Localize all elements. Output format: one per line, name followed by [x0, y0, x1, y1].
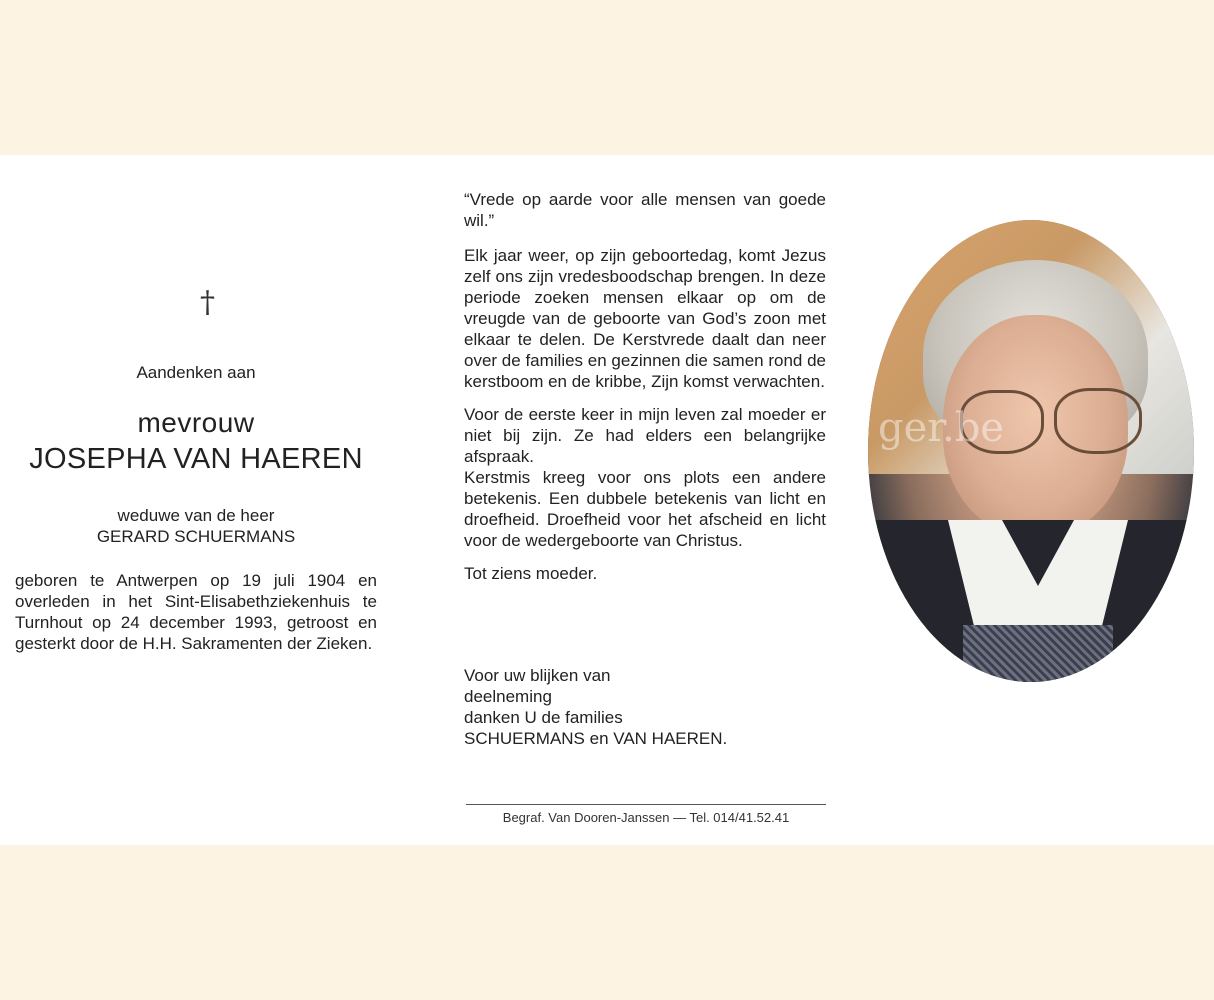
thanks-line: Voor uw blijken van [464, 666, 611, 685]
portrait-photo [868, 220, 1194, 682]
widow-of [15, 505, 377, 547]
thanks-line: deelneming [464, 687, 552, 706]
paragraph-1: Elk jaar weer, op zijn geboortedag, komt Jezus zelf ons zijn vredesboodschap brengen. In deze periode zoeken mensen elkaar op om de vreugde van de geboorte van God’s zoon met elkaar te delen. De Kerstvrede daalt dan neer over de families en gezinnen die samen rond de kerstboom en de kribbe, Zijn komst verwachten. [464, 246, 826, 391]
divider [466, 804, 826, 805]
printer-credit: Begraf. Van Dooren-Janssen — Tel. 014/41.52.41 [502, 810, 790, 825]
photo-dress [963, 625, 1113, 682]
deceased-name: JOSEPHA VAN HAEREN [29, 443, 363, 475]
paragraph-4: Tot ziens moeder. [464, 564, 598, 583]
cross-icon: † [200, 285, 215, 320]
thanks-line: danken U de families [464, 708, 623, 727]
memorial-card [0, 155, 1214, 845]
quote: “Vrede op aarde voor alle mensen van goede wil.” [464, 190, 826, 230]
paragraph-3: Kerstmis kreeg voor ons plots een andere betekenis. Een dubbele betekenis van licht en droefheid. Droefheid voor het afscheid en licht voor de wedergeboorte van Christus. [464, 468, 826, 550]
biography: geboren te Antwerpen op 19 juli 1904 en overleden in het Sint-Elisabethziekenhuis te Turnhout op 24 december 1993, getroost en gesterkt door de H.H. Sakramenten der Zieken. [15, 571, 377, 653]
glasses-right-lens [1054, 388, 1142, 454]
aandenken-heading: Aandenken aan [136, 363, 256, 382]
thanks-block [464, 665, 826, 749]
spouse-name: GERARD SCHUERMANS [96, 527, 296, 546]
watermark-text: ger.be [878, 405, 1004, 451]
paragraph-2: Voor de eerste keer in mijn leven zal moeder er niet bij zijn. Ze had elders een belangrijke afspraak. [464, 405, 826, 466]
middle-panel [464, 189, 826, 596]
title-mevrouw: mevrouw [137, 407, 255, 438]
thanks-line: SCHUERMANS en VAN HAEREN. [464, 729, 728, 748]
widow-of-line: weduwe van de heer [117, 506, 275, 525]
